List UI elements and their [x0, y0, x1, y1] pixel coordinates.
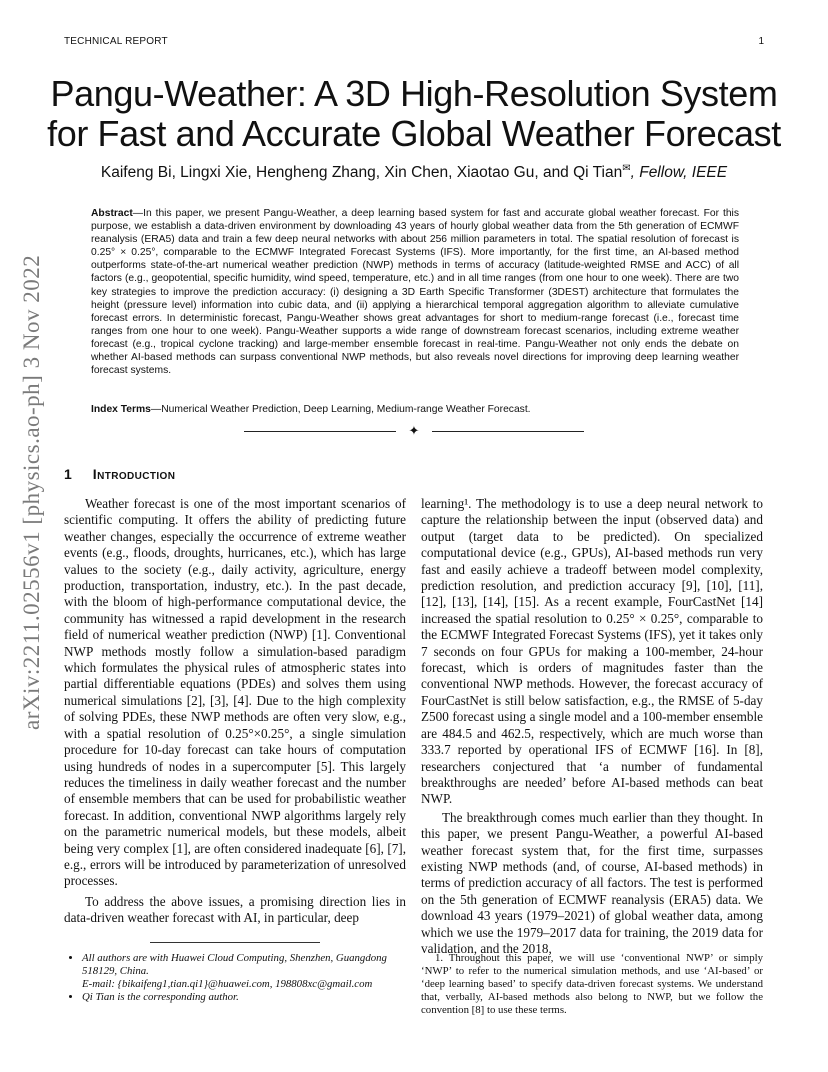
affiliation-item: • Qi Tian is the corresponding author. — [82, 991, 406, 1004]
abstract-label: Abstract — [91, 208, 133, 219]
section-number: 1 — [64, 466, 73, 482]
column-left — [64, 496, 406, 927]
index-terms — [91, 404, 739, 415]
author-suffix: , Fellow, IEEE — [630, 164, 728, 182]
diamond-icon: ✦ — [408, 423, 420, 438]
page-number: 1 — [758, 36, 764, 47]
paragraph: Weather forecast is one of the most important scenarios of scientific computing. It offers the ability of predicting future weather changes, especially the occurrence of extreme weather events (e.g., floods, droughts, hurricanes, etc.), which has large values to the society (e.g., daily activity, agriculture, energy production, transportation, industry, etc.). In the past decade, with the bloom of high-performance computational device, the community has witnessed a rapid development in the research field of numerical weather prediction (NWP) [1]. Conventional NWP methods mostly follow a simulation-based paradigm which formulates the physical rules of atmospheric states into partial differentiable equations (PDEs) and solves them using numerical simulations [2], [3], [4]. Due to the high complexity of solving PDEs, these NWP methods are often very slow, e.g., with a spatial resolution of 0.25°×0.25°, a single simulation procedure for 10-day forecast can take hours of computation using hundreds of nodes in a supercomputer [5]. This largely reduces the timeliness in daily weather forecast and the number of ensemble members that can be used for probabilistic weather forecast. In addition, conventional NWP algorithms largely rely on the parametric numerical models, but these models, albeit being very complex [1], are often considered inadequate [6], [7], e.g., errors will be introduced by parameterization of unresolved processes. — [64, 496, 406, 889]
section-title: Introduction — [92, 466, 176, 482]
footnote-rule — [150, 942, 320, 943]
author-names: Kaifeng Bi, Lingxi Xie, Hengheng Zhang, Xin Chen, Xiaotao Gu, and Qi Tian — [100, 164, 623, 182]
column-right — [421, 496, 763, 957]
paper-title — [40, 74, 788, 154]
envelope-icon: ✉ — [622, 163, 631, 174]
index-terms-label: Index Terms — [91, 404, 151, 415]
paragraph: To address the above issues, a promising direction lies in data-driven weather forecast with AI, in particular, deep — [64, 893, 406, 926]
index-terms-text: —Numerical Weather Prediction, Deep Learning, Medium-range Weather Forecast. — [150, 404, 531, 415]
title-line-1: Pangu-Weather: A 3D High-Resolution System — [50, 73, 778, 114]
abstract — [91, 207, 739, 377]
footnote — [421, 952, 763, 1017]
email-line: E-mail: {bikaifeng1,tian.qi1}@huawei.com, 198808xc@gmail.com — [82, 978, 373, 990]
author-list — [40, 163, 788, 182]
affiliation-item: • All authors are with Huawei Cloud Computing, Shenzhen, Guangdong 518129, China. E-mail: {bikaifeng1,tian.qi1}@huawei.com, 198808xc@gmail.com — [82, 952, 406, 991]
abstract-text: —In this paper, we present Pangu-Weather, a deep learning based system for fast and accurate global weather forecast. For this purpose, we establish a data-driven environment by downloading 43 years of hourly global weather data from the 5th generation of ECMWF reanalysis (ERA5) data and train a few deep neural networks with about 256 million parameters in total. The spatial resolution of forecast is 0.25° × 0.25°, comparable to the ECMWF Integrated Forecast Systems (IFS). More importantly, for the first time, an AI-based method outperforms state-of-the-art numerical weather prediction (NWP) methods in terms of accuracy (latitude-weighted RMSE and ACC) of all factors (e.g., geopotential, specific humidity, wind speed, temperature, etc.) and in all time ranges (from one hour to one week). There are two key strategies to improve the prediction accuracy: (i) designing a 3D Earth Specific Transformer (3DEST) architecture that formulates the height (pressure level) information into cubic data, and (ii) applying a hierarchical temporal aggregation algorithm to alleviate cumulative forecast errors. In deterministic forecast, Pangu-Weather shows great advantages for short to medium-range forecast (i.e., forecast time ranges from one hour to one week). Pangu-Weather supports a wide range of downstream forecast scenarios, including extreme weather forecast (e.g., tropical cyclone tracking) and large-member ensemble forecast in real-time. Pangu-Weather not only ends the debate on whether AI-based methods can surpass conventional NWP methods, but also reveals novel directions for improving deep learning weather forecast systems. — [91, 208, 739, 377]
section-divider — [244, 425, 584, 439]
paragraph: The breakthrough comes much earlier than they thought. In this paper, we present Pangu-Weather, a powerful AI-based weather forecast system that, for the first time, surpasses existing NWP methods (and, of course, AI-based methods) in terms of prediction accuracy of all factors. The test is performed on the 5th generation of ECMWF reanalysis (ERA5) data. We download 43 years (1979–2021) of global weather data, among which we use the 1979–2017 data for training, the 2019 data for validation, and the 2018, — [421, 809, 763, 956]
arxiv-stamp: arXiv:2211.02556v1 [physics.ao-ph] 3 Nov 2022 — [19, 254, 44, 730]
footnote-text: 1. Throughout this paper, we will use ‘conventional NWP’ or simply ‘NWP’ to refer to the numerical simulation methods, and use ‘AI-based’ or ‘deep learning based’ to specify data-driven forecast systems. We understand that, verbally, AI-based methods also belong to NWP, but we follow the convention [8] to use these terms. — [421, 952, 763, 1016]
title-line-2: for Fast and Accurate Global Weather Forecast — [47, 113, 781, 154]
paragraph: learning¹. The methodology is to use a deep neural network to capture the relationship between the input (observed data) and output (target data to be predicted). On specialized computational device (e.g., GPUs), AI-based methods run very fast and easily achieve a tradeoff between model complexity, prediction resolution, and prediction accuracy [9], [10], [11], [12], [13], [14], [15]. As a recent example, FourCastNet [14] increased the spatial resolution to 0.25° × 0.25°, comparable to the ECMWF Integrated Forecast Systems (IFS), yet it takes only 7 seconds on four GPUs for making a 100-member, 24-hour forecast, which is orders of magnitudes faster than the conventional NWP methods. However, the forecast accuracy of FourCastNet is still below satisfaction, e.g., the RMSE of 5-day Z500 forecast using a single model and a 100-member ensemble are 484.5 and 462.5, respectively, which are much worse than 333.7 reported by operational IFS of ECMWF [16]. In [8], researchers conjectured that ‘a number of fundamental breakthroughs are needed’ before AI-based methods can beat NWP. — [421, 496, 763, 807]
section-heading — [64, 466, 175, 482]
author-affiliations — [64, 952, 406, 1004]
running-header: TECHNICAL REPORT — [64, 36, 168, 47]
